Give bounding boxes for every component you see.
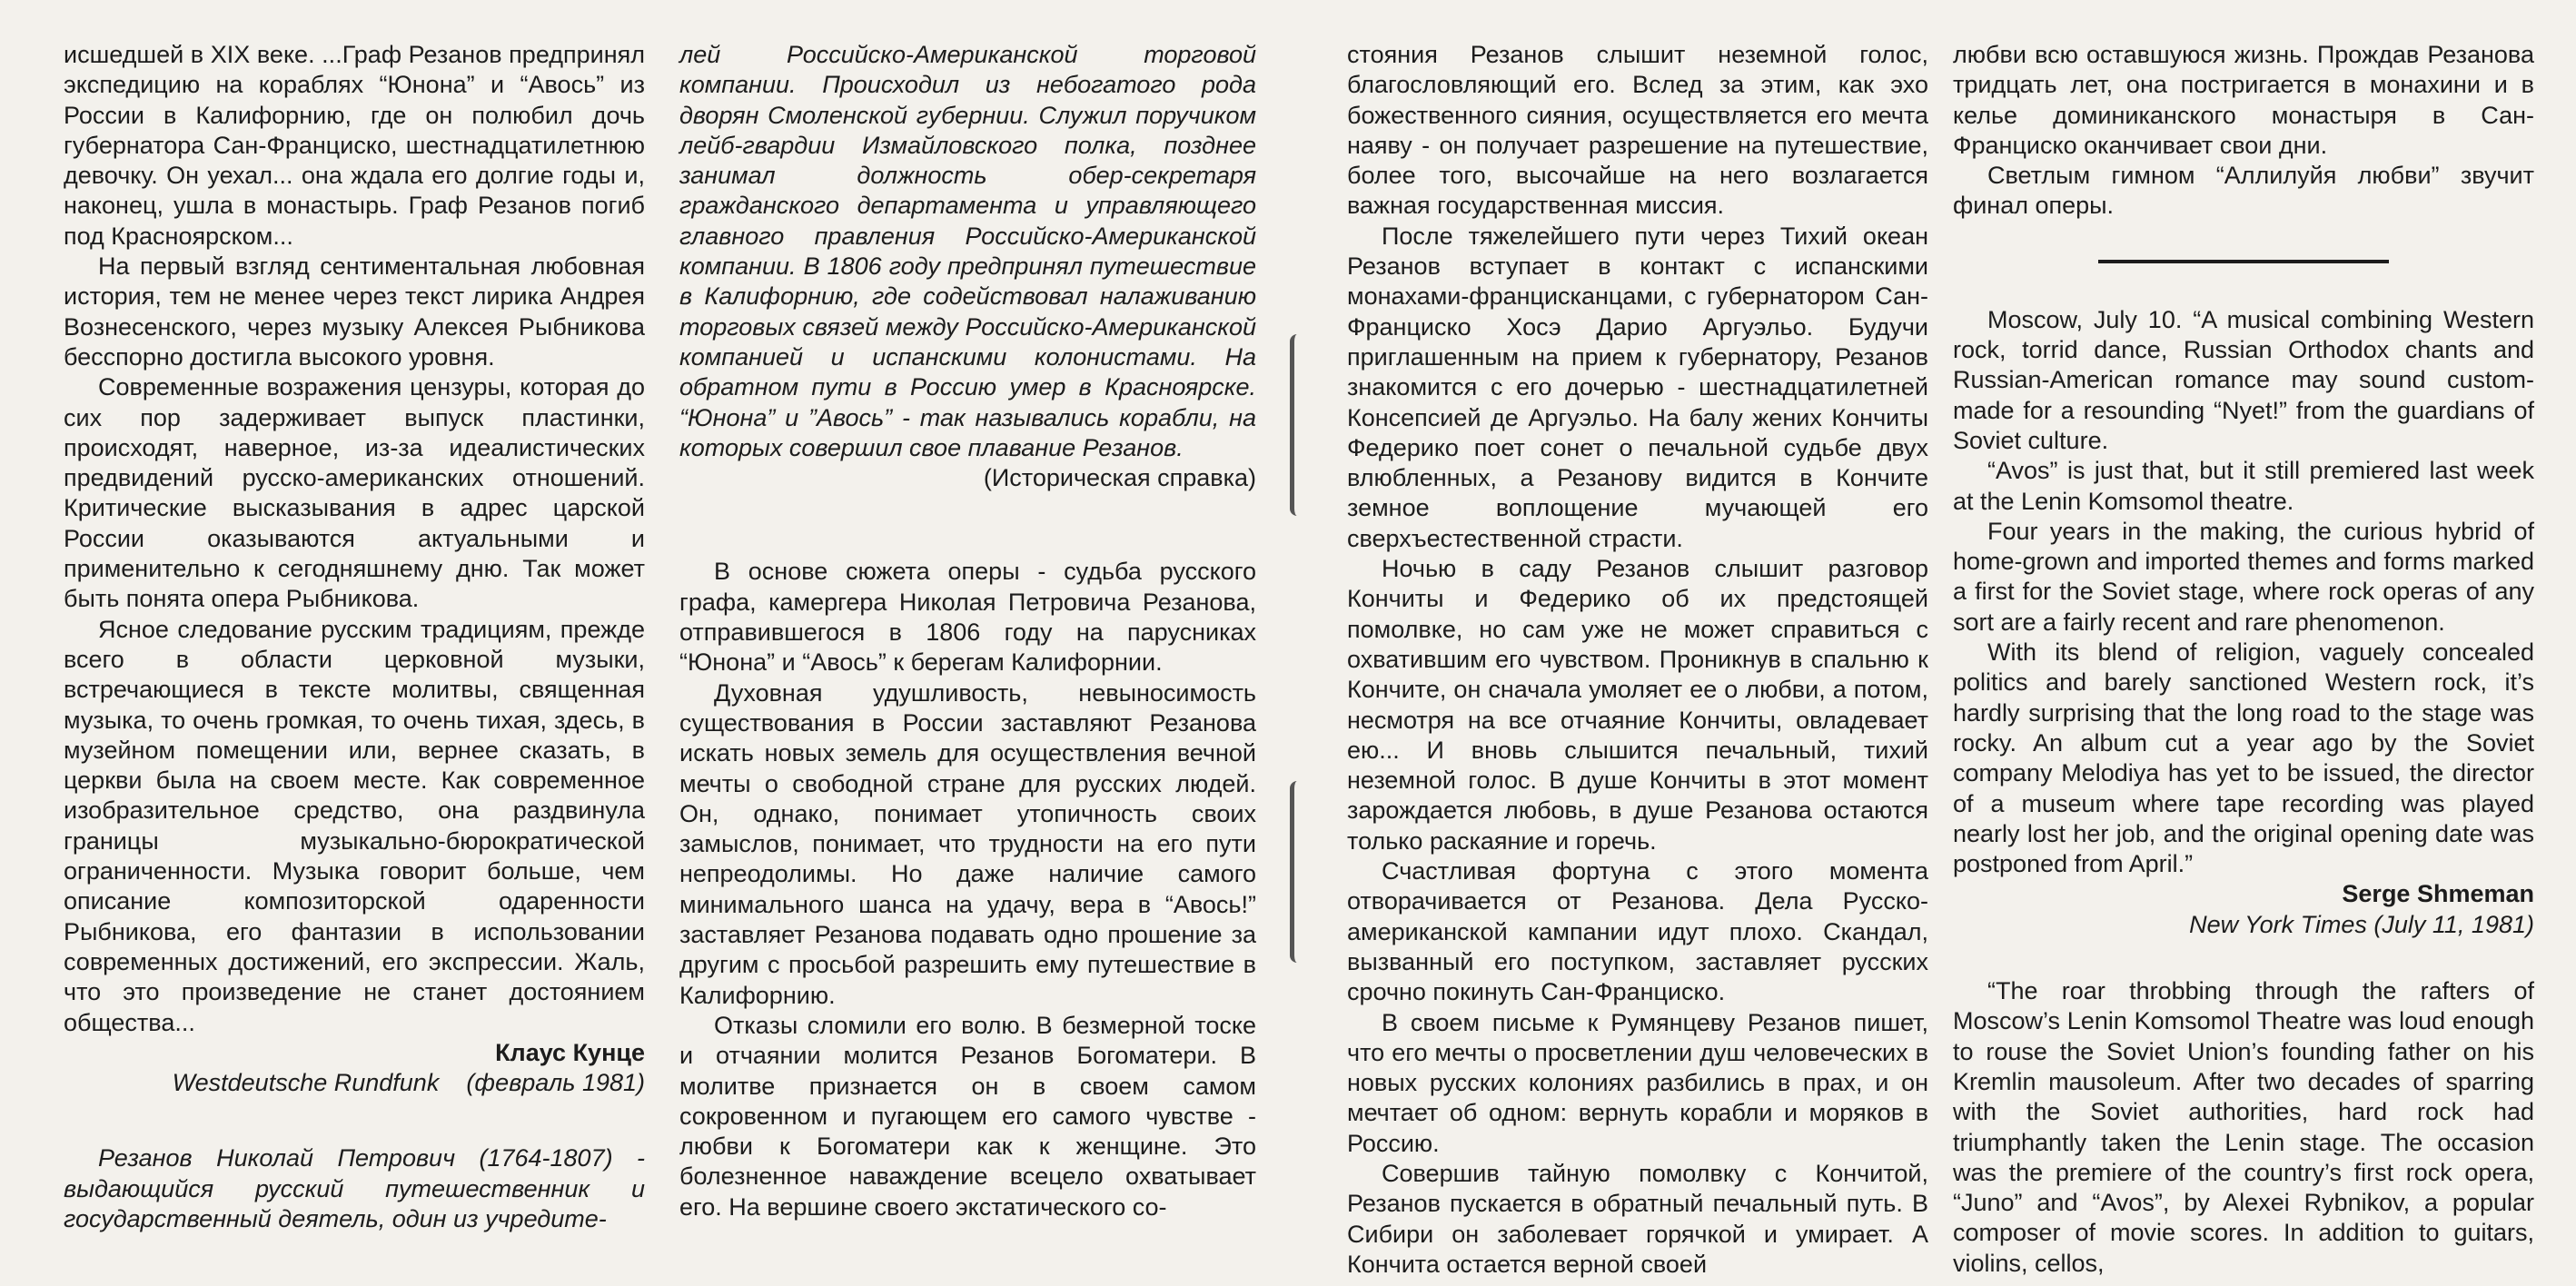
paragraph: Ночью в саду Резанов слышит разговор Кончиты и Федерико об их предстоящей помолвке, но сам уже не может справиться с охватившим его чувством. Проникнув в спальню к Кончите, он сначала умоляет ее о любви, а потом, несмотря на все отчаяние Кончиты, овладевает ею... И вновь слышится печальный, тихий неземной голос. В душе Кончиты в этот момент зарождается любовь, в душе Резанова остаются только раскаяние и горечь.	[1347, 555, 1928, 855]
paragraph: Светлым гимном “Аллилуйя любви” звучит финал оперы.	[1953, 162, 2534, 220]
biography-source: (Историческая справка)	[983, 464, 1256, 492]
column-3	[1347, 40, 1928, 1280]
review-author: Serge Shmeman	[2342, 880, 2534, 908]
biography-note-continued: лей Российско-Американской торговой компании. Происходил из небогатого рода дворян Смоленской губернии. Служил поручиком лейб-гвардии Измайловского полка, позднее занимал должность обер-секретаря гражданского департамента и управляющего главного правления Российско-Американской компании. В 1806 году предпринял путешествие в Калифорнию, где содействовал налаживанию торговых связей между Российско-Американской компанией и испанскими колонистами. На обратном пути в Россию умер в Красноярске. “Юнона” и ”Авось” - так назывались корабли, на которых совершил свое плавание Резанов.	[679, 41, 1256, 461]
english-paragraph: With its blend of religion, vaguely concealed politics and barely sanctioned Western rock, it’s hardly surprising that the long road to the stage was rocky. An album cut a year ago by the Soviet company Melodiya has yet to be issued, the director of a museum where tape recording was played nearly lost her job, and the original opening date was postponed from April.”	[1953, 638, 2534, 878]
english-paragraph: “The roar throbbing through the rafters of Moscow’s Lenin Komsomol Theatre was loud enough to rouse the Soviet Union’s founding father on his Kremlin mausoleum. After two decades of sparring with the Soviet authorities, hard rock had triumphantly taken the Lenin stage. The occasion was the premiere of the country’s first rock opera, “Juno” and “Avos”, by Alexei Rybnikov, a popular composer of movie scores. In addition to guitars, violins, cellos,	[1953, 977, 2534, 1277]
column-4	[1953, 40, 2534, 1279]
paragraph: Современные возражения цензуры, которая до сих пор задерживает выпуск пластинки, происходят, наверное, из-за идеалистических предвидений русско-американских отношений. Критические высказывания в адрес царской России оказываются актуальными и применительно к сегодняшнему дню. Так может быть понята опера Рыбникова.	[64, 373, 645, 613]
paragraph: Счастливая фортуна с этого момента отворачивается от Резанова. Дела Русско-американской кампании идут плохо. Скандал, вызванный его поступком, заставляет русских срочно покинуть Сан-Франциско.	[1347, 857, 1928, 1006]
column-2	[679, 40, 1256, 1222]
binding-ring	[1290, 334, 1307, 516]
biography-note: Резанов Николай Петрович (1764-1807) - выдающийся русский путешественник и государственный деятель, один из учредите-	[64, 1144, 645, 1232]
paragraph: исшедшей в XIX веке. ...Граф Резанов предпринял экспедицию на кораблях “Юнона” и “Авось” из России в Калифорнию, где он полюбил дочь губернатора Сан-Франциско, шестнадцатилетнюю девочку. Он уехал... она ждала его долгие годы и, наконец, ушла в монастырь. Граф Резанов погиб под Красноярском...	[64, 41, 645, 250]
paragraph: В основе сюжета оперы - судьба русского графа, камергера Николая Петровича Резанова, отправившегося в 1806 году на парусниках “Юнона” и “Авось” к берегам Калифорнии.	[679, 558, 1256, 677]
column-1	[64, 40, 645, 1234]
paragraph: Духовная удушливость, невыносимость существования в России заставляют Резанова искать новых земель для осуществления вечной мечты о свободной стране для русских людей. Он, однако, понимает утопичность своих замыслов, понимает, что трудности на его пути непреодолимы. Но даже наличие самого минимального шанса на удачу, вера в “Авось!” заставляет Резанова подавать одно прошение за другим с просьбой разрешить ему путешествие в Калифорнию.	[679, 678, 1256, 1009]
review-author: Клаус Кунце	[495, 1038, 645, 1066]
paragraph: На первый взгляд сентиментальная любовная история, тем не менее через текст лирика Андрея Вознесенского, через музыку Алексея Рыбникова бесспорно достигла высокого уровня.	[64, 252, 645, 371]
paragraph: любви всю оставшуюся жизнь. Прождав Резанова тридцать лет, она постригается в монахини и в келье доминиканского монастыря в Сан-Франциско оканчивает свои дни.	[1953, 41, 2534, 159]
paragraph: Ясное следование русским традициям, прежде всего в области церковной музыки, встречающиеся в тексте молитвы, священная музыка, то очень громкая, то очень тихая, здесь, в музейном помещении или, вернее сказать, в церкви была на своем месте. Как современное изобразительное средство, она раздвинула границы музыкально-бюрократической ограниченности. Музыка говорит больше, чем описание композиторской одаренности Рыбникова, его фантазии в использовании современных достижений, его экспрессии. Жаль, что это произведение не станет достоянием общества...	[64, 615, 645, 1036]
english-paragraph: Moscow, July 10. “A musical combining Western rock, torrid dance, Russian Orthodox chants and Russian-American romance may sound custom-made for a resounding “Nyet!” from the guardians of Soviet culture.	[1953, 305, 2534, 454]
paragraph: Отказы сломили его волю. В безмерной тоске и отчаянии молится Резанов Богоматери. В молитве признается он в своем самом сокровенном и пугающем его самого чувстве - любви к Богоматери как к женщине. Это болезненное наваждение всецело охватывает его. На вершине своего экстатического со-	[679, 1011, 1256, 1221]
review-source: New York Times (July 11, 1981)	[2189, 910, 2534, 938]
paragraph: стояния Резанов слышит неземной голос, благословляющий его. Вслед за этим, как эхо божественного сияния, осуществляется его мечта наяву - он получает разрешение на путешествие, более того, высочайше на него возлагается важная государственная миссия.	[1347, 41, 1928, 220]
divider	[2098, 260, 2389, 263]
paragraph: Совершив тайную помолвку с Кончитой, Резанов пускается в обратный печальный путь. В Сибири он заболевает горячкой и умирает. А Кончита остается верной своей	[1347, 1159, 1928, 1278]
paragraph: После тяжелейшего пути через Тихий океан Резанов вступает в контакт с испанскими монахами-францисканцами, с губернатором Сан-Франциско Хосэ Дарио Аргуэльо. Будучи приглашенным на прием к губернатору, Резанов знакомится с его дочерью - шестнадцатилетней Консепсией де Аргуэльо. На балу жених Кончиты Федерико поет сонет о печальной судьбе двух влюбленных, а Резанову видится в Кончите земное воплощение мучающей его сверхъестественной страсти.	[1347, 222, 1928, 552]
review-source: Westdeutsche Rundfunk (февраль 1981)	[172, 1069, 645, 1097]
binding-ring	[1290, 781, 1307, 963]
paragraph: В своем письме к Румянцеву Резанов пишет, что его мечты о просветлении душ человеческих в новых русских колониях разбились в прах, и он мечтает об одном: вернуть корабли и моряков в Россию.	[1347, 1008, 1928, 1157]
english-paragraph: Four years in the making, the curious hybrid of home-grown and imported themes and forms marked a first for the Soviet stage, where rock operas of any sort are a fairly recent and rare phenomenon.	[1953, 517, 2534, 636]
english-paragraph: “Avos” is just that, but it still premiered last week at the Lenin Komsomol theatre.	[1953, 457, 2534, 515]
